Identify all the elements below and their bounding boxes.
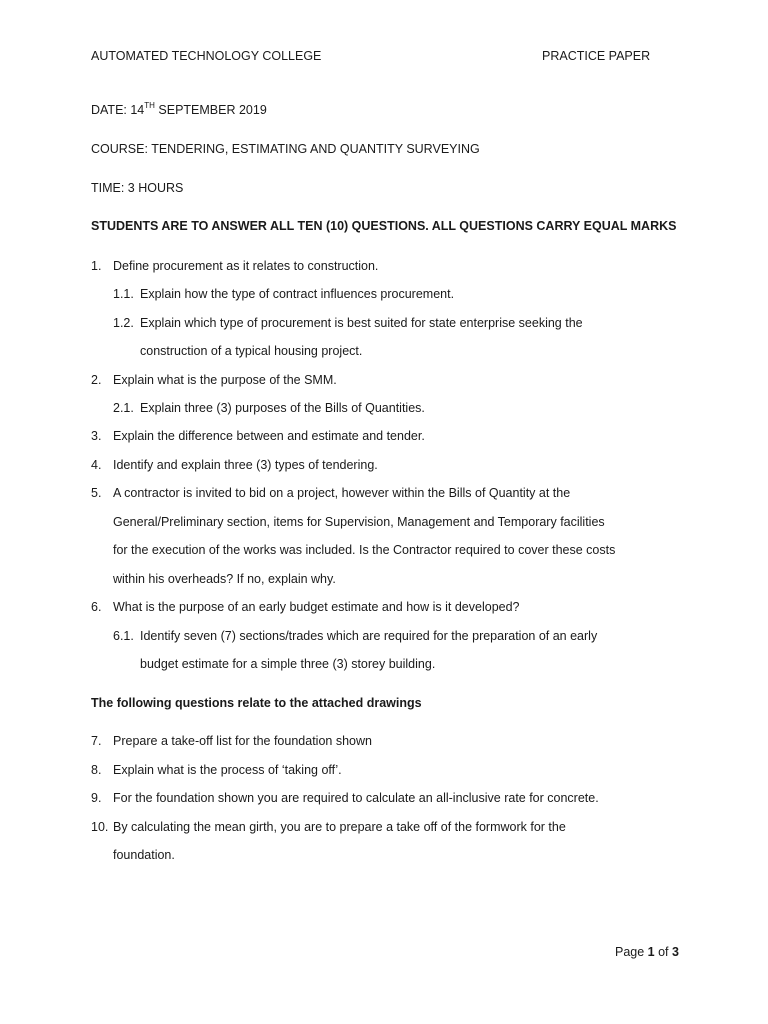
- drawings-heading: The following questions relate to the attached drawings: [91, 696, 422, 710]
- exam-page: AUTOMATED TECHNOLOGY COLLEGE PRACTICE PAPER DATE: 14TH SEPTEMBER 2019 COURSE: TENDERING, ESTIMATING AND QUANTITY SURVEYING TIME: 3 HOURS STUDENTS ARE TO ANSWER ALL TEN (10) QUESTIONS. ALL QUESTIONS CARRY EQUAL MARKS 1. Define procurement as it relates to construction. 1.1. Explain how the type of contract influences procurement. 1.2. Explain which type of procurement is best suited for state enterprise seeking the construction of a typical housing project. 2. Explain what is the purpose of the SMM. 2.1. Explain three (3) purposes of the Bills of Quantities. 3. Explain the difference between and estimate and tender. 4. Identify and explain three (3) types of tendering. 5. A contractor is invited to bid on a project, however within the Bills of Quantity at the General/Preliminary section, items for Supervision, Management and Temporary facilities for the execution of the works was included. Is the Contractor required to cover these costs within his overheads? If no, explain why. 6. What is the purpose of an early budget estimate and how is it developed? 6.1. Identify seven (7) sections/trades which are required for the preparation of an early budget estimate for a simple three (3) storey building. The following questions relate to the attached drawings 7. Prepare a take-off list for the foundation shown 8. Explain what is the process of ‘taking off’. 9. For the foundation shown you are required to calculate an all-inclusive rate for concrete. 10. By calculating the mean girth, you are to prepare a take off of the formwork for the foundation. Page 1 of 3: [91, 49, 679, 959]
- question-5-cont-1: General/Preliminary section, items for Supervision, Management and Temporary facilities: [113, 515, 605, 529]
- instructions: STUDENTS ARE TO ANSWER ALL TEN (10) QUESTIONS. ALL QUESTIONS CARRY EQUAL MARKS: [91, 219, 677, 233]
- course-title: COURSE: TENDERING, ESTIMATING AND QUANTITY SURVEYING: [91, 142, 480, 156]
- question-6-1-cont: budget estimate for a simple three (3) storey building.: [140, 657, 436, 671]
- question-5-cont-3: within his overheads? If no, explain why.: [113, 572, 336, 586]
- college-name: AUTOMATED TECHNOLOGY COLLEGE: [91, 49, 322, 63]
- exam-date: DATE: 14TH SEPTEMBER 2019: [91, 100, 267, 117]
- page-number: Page 1 of 3: [615, 945, 679, 959]
- question-1-2-cont: construction of a typical housing project.: [140, 344, 363, 358]
- paper-type: PRACTICE PAPER: [542, 49, 651, 63]
- question-10-cont: foundation.: [113, 848, 175, 862]
- exam-duration: TIME: 3 HOURS: [91, 181, 184, 195]
- question-5-cont-2: for the execution of the works was included. Is the Contractor required to cover these costs: [113, 543, 616, 557]
